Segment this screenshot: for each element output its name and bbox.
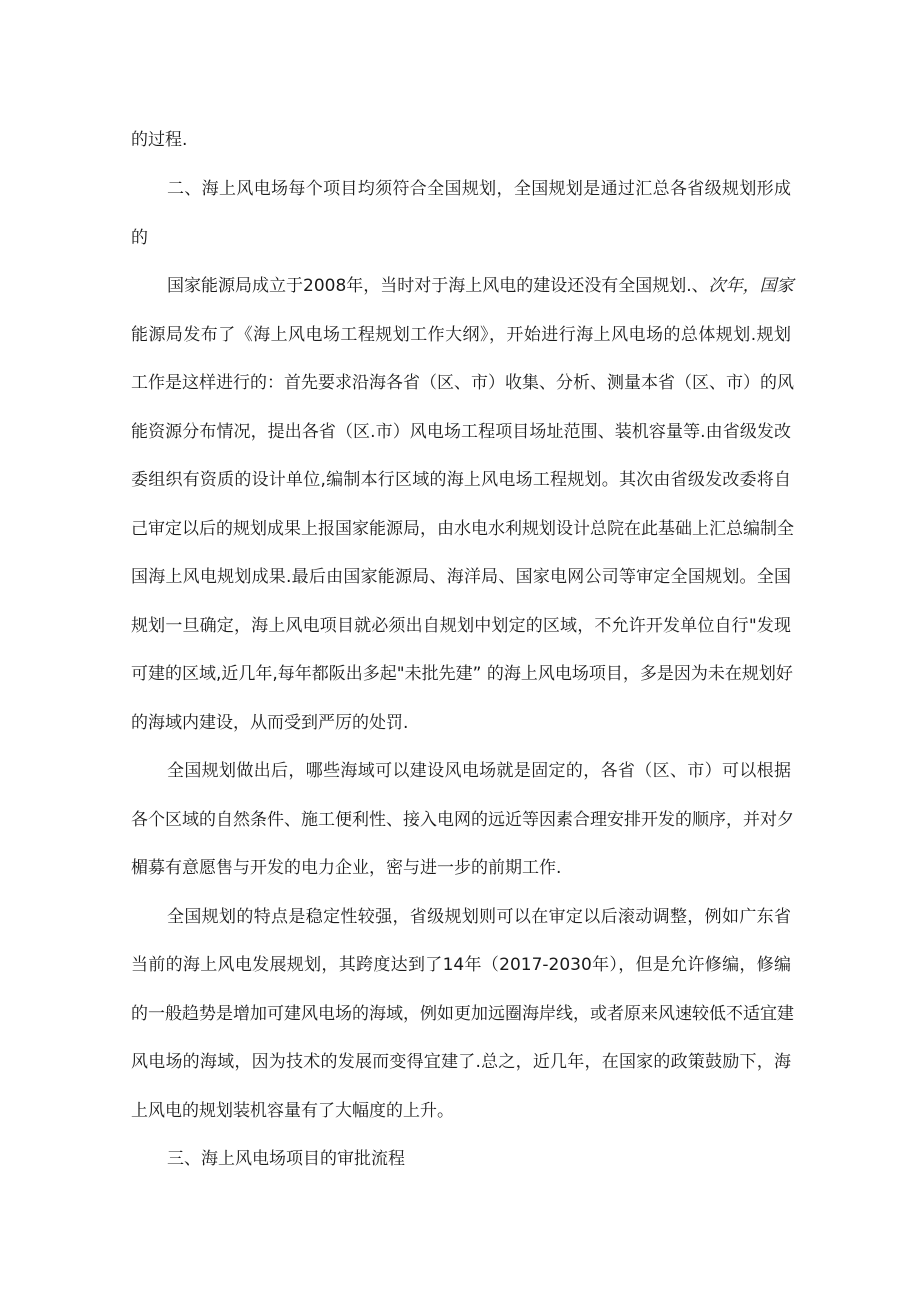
text-line: 楣募有意愿售与开发的电力企业，密与进一步的前期工作.	[131, 858, 562, 878]
text-line: 的	[131, 228, 148, 248]
text-line: 当前的海上风电发展规划，其跨度达到了14年（2017-2030年），但是允许修编，修编	[131, 955, 791, 975]
text-line: 规划一旦确定，海上风电项目就必须出自规划中划定的区域，不允许开发单位自行"发现	[131, 616, 791, 636]
text-line: 风电场的海域，因为技术的发展而变得宜建了.总之，近几年，在国家的政策鼓励下，海	[131, 1052, 791, 1072]
text-line: 国海上风电规划成果.最后由国家能源局、海洋局、国家电网公司等审定全国规划。全国	[131, 567, 791, 587]
text-line: 全国规划的特点是稳定性较强，省级规划则可以在审定以后滚动调整，例如广东省	[167, 907, 791, 927]
text-line: 己审定以后的规划成果上报国家能源局，由水电水利规划设计总院在此基础上汇总编制全	[131, 519, 794, 539]
text-segment-italic: 次年，国家	[708, 276, 794, 296]
text-line: 能源局发布了《海上风电场工程规划工作大纲》，开始进行海上风电场的总体规划.规划	[131, 325, 791, 345]
section-heading-2: 二、海上风电场每个项目均须符合全国规划，全国规划是通过汇总各省级规划形成	[167, 179, 791, 199]
text-line: 委组织有资质的设计单位,编制本行区域的海上风电场工程规划。其次由省级发改委将自	[131, 470, 791, 490]
text-line: 上风电的规划装机容量有了大幅度的上升。	[131, 1101, 454, 1121]
paragraph-line	[167, 274, 794, 298]
text-line: 可建的区域,近几年,每年都阪出多起"未批先建” 的海上风电场项目，多是因为未在规划好	[131, 664, 793, 684]
text-line: 的海域内建设，从而受到严厉的处罚.	[131, 713, 409, 733]
text-line: 的一般趋势是增加可建风电场的海域，例如更加远圈海岸线，或者原来风速较低不适宜建	[131, 1004, 794, 1024]
text-line: 各个区域的自然条件、施工便利性、接入电网的远近等因素合理安排开发的顺序，并对夕	[131, 810, 794, 830]
text-line: 的过程.	[131, 130, 188, 150]
text-line: 能资源分布情况，提出各省（区.市）风电场工程项目场址范围、装机容量等.由省级发改	[131, 422, 791, 442]
text-line: 工作是这样进行的：首先要求沿海各省（区、市）收集、分析、测量本省（区、市）的风	[131, 373, 794, 393]
text-segment: 国家能源局成立于2008年，当时对于海上风电的建设还没有全国规划.、	[167, 276, 709, 296]
text-line: 全国规划做出后，哪些海域可以建设风电场就是固定的，各省（区、市）可以根据	[167, 761, 791, 781]
section-heading-3: 三、海上风电场项目的审批流程	[167, 1149, 405, 1169]
